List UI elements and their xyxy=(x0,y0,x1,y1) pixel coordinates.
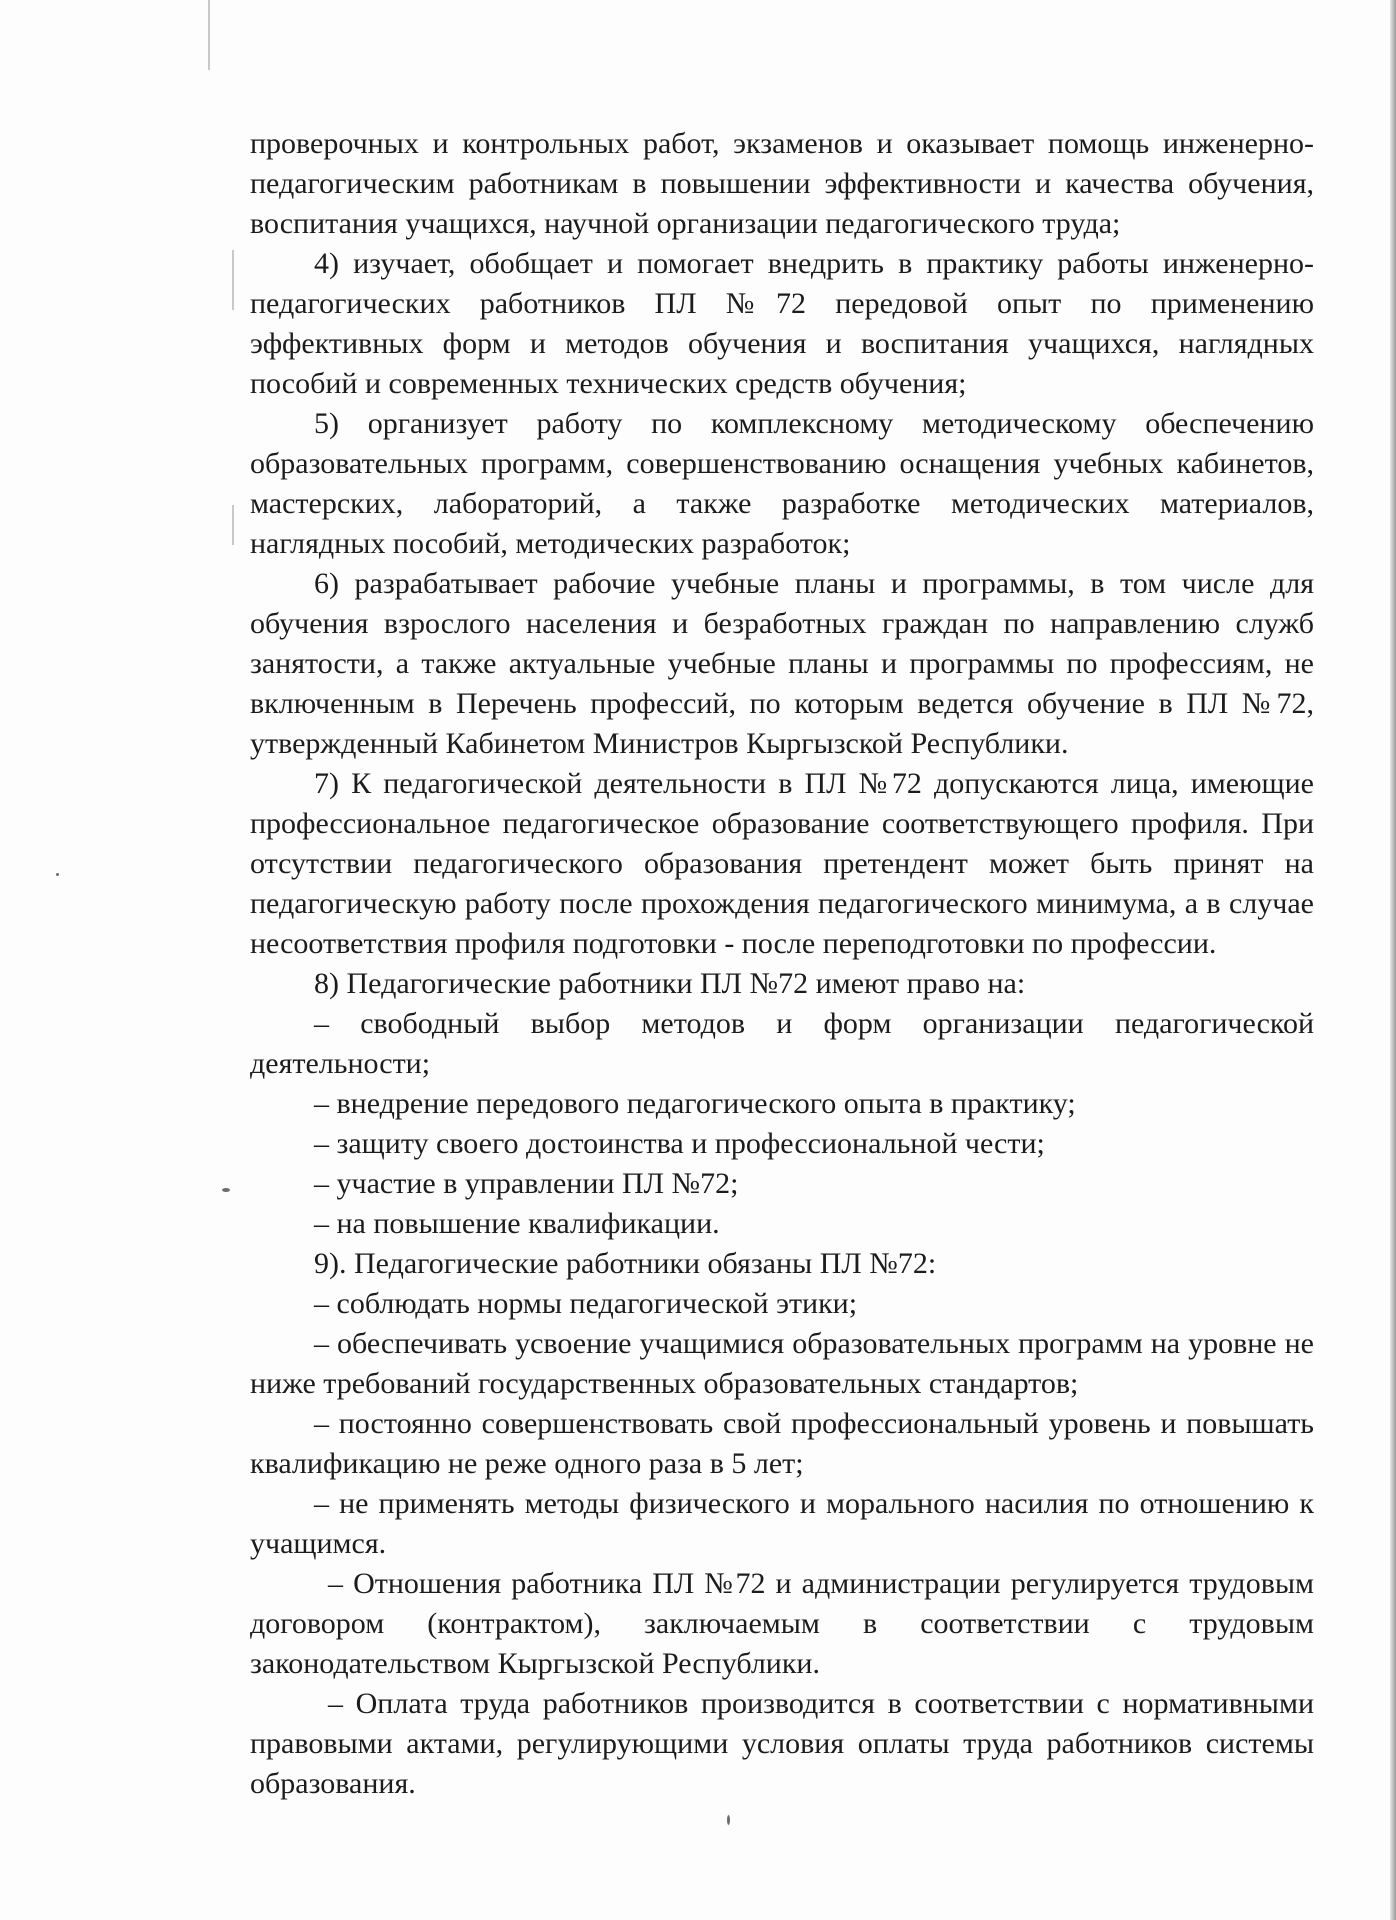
duties-list-item: – соблюдать нормы педагогической этики; xyxy=(314,1287,858,1320)
paragraph-item-8: 8) Педагогические работники ПЛ №72 имеют право на: xyxy=(314,967,1026,1000)
scan-speck xyxy=(56,873,59,876)
document-body xyxy=(250,124,1314,1804)
paragraph-item-9: 9). Педагогические работники обязаны ПЛ №72: xyxy=(314,1247,937,1280)
rights-list-item: – внедрение передового педагогического опыта в практику; xyxy=(314,1087,1076,1120)
duties-list-item: – не применять методы физического и морального насилия по отношению к учащимся. xyxy=(250,1487,1314,1560)
closing-paragraph: – Отношения работника ПЛ №72 и администрации регулируется трудовым договором (контрактом), заключаемым в соответствии с трудовым законодательством Кыргызской Республики. xyxy=(250,1567,1314,1680)
closing-paragraph: – Оплата труда работников производится в соответствии с нормативными правовыми актами, регулирующими условия оплаты труда работников системы образования. xyxy=(250,1687,1314,1800)
duties-list-item: – постоянно совершенствовать свой профессиональный уровень и повышать квалификацию не реже одного раза в 5 лет; xyxy=(250,1407,1314,1480)
scan-artifact-line xyxy=(232,250,234,310)
rights-list-item: – на повышение квалификации. xyxy=(314,1207,720,1240)
rights-list-item: – свободный выбор методов и форм организации педагогической деятельности; xyxy=(250,1007,1314,1080)
duties-list-item: – обеспечивать усвоение учащимися образовательных программ на уровне не ниже требований государственных образовательных стандартов; xyxy=(250,1327,1314,1400)
scan-speck xyxy=(727,1815,730,1825)
scan-edge-shadow xyxy=(1390,0,1396,1920)
scan-artifact-line xyxy=(232,505,234,545)
scan-speck xyxy=(222,1188,230,1192)
paragraph-continuation: проверочных и контрольных работ, экзаменов и оказывает помощь инженерно-педагогическим работникам в повышении эффективности и качества обучения, воспитания учащихся, научной организации педагогического труда; xyxy=(250,127,1314,240)
scan-artifact-line xyxy=(208,0,210,70)
rights-list-item: – участие в управлении ПЛ №72; xyxy=(314,1167,739,1200)
paragraph-item-6: 6) разрабатывает рабочие учебные планы и программы, в том числе для обучения взрослого населения и безработных граждан по направлению служб занятости, а также актуальные учебные планы и программы по профессиям, не включенным в Перечень профессий, по которым ведется обучение в ПЛ №72, утвержденный Кабинетом Министров Кыргызской Республики. xyxy=(250,567,1314,760)
paragraph-item-7: 7) К педагогической деятельности в ПЛ №72 допускаются лица, имеющие профессиональное педагогическое образование соответствующего профиля. При отсутствии педагогического образования претендент может быть принят на педагогическую работу после прохождения педагогического минимума, а в случае несоответствия профиля подготовки - после переподготовки по профессии. xyxy=(250,767,1314,960)
rights-list-item: – защиту своего достоинства и профессиональной чести; xyxy=(314,1127,1045,1160)
paragraph-item-4: 4) изучает, обобщает и помогает внедрить в практику работы инженерно-педагогических работников ПЛ №72 передовой опыт по применению эффективных форм и методов обучения и воспитания учащихся, наглядных пособий и современных технических средств обучения; xyxy=(250,247,1314,400)
paragraph-item-5: 5) организует работу по комплексному методическому обеспечению образовательных программ, совершенствованию оснащения учебных кабинетов, мастерских, лабораторий, а также разработке методических материалов, наглядных пособий, методических разработок; xyxy=(250,407,1314,560)
